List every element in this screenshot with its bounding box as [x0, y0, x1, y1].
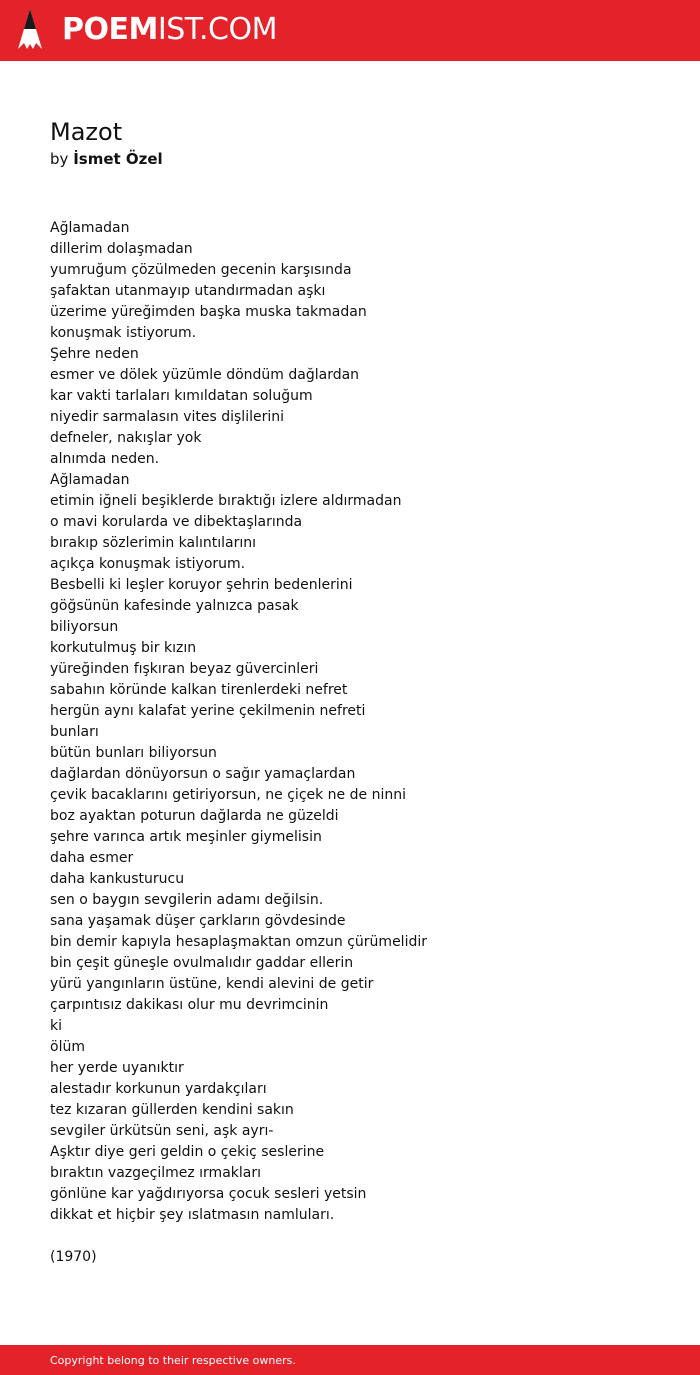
poem-line: bıraktın vazgeçilmez ırmakları — [50, 1165, 261, 1181]
poem-line: çarpıntısız dakikası olur mu devrimcinin — [50, 997, 329, 1013]
poem-line: korkutulmuş bir kızın — [50, 640, 197, 656]
site-header — [0, 0, 700, 61]
poem-line: Ağlamadan — [50, 472, 130, 488]
poem-line: tez kızaran güllerden kendini sakın — [50, 1102, 294, 1118]
poem-line: biliyorsun — [50, 619, 119, 635]
poem-line: ki — [50, 1018, 62, 1034]
poem-line: boz ayaktan poturun dağlarda ne güzeldi — [50, 808, 339, 824]
poem-line: şafaktan utanmayıp utandırmadan aşkı — [50, 283, 326, 299]
poem-line: üzerime yüreğimden başka muska takmadan — [50, 304, 367, 320]
poem-line: Şehre neden — [50, 346, 139, 362]
poem-line: sabahın köründe kalkan tirenlerdeki nefret — [50, 682, 348, 698]
logo-light-text: IST.COM — [157, 12, 277, 47]
byline — [50, 148, 163, 170]
poem-line: sana yaşamak düşer çarkların gövdesinde — [50, 913, 346, 929]
poem-line: bütün bunları biliyorsun — [50, 745, 217, 761]
poem-line: hergün aynı kalafat yerine çekilmenin nefreti — [50, 703, 366, 719]
poem-line: göğsünün kafesinde yalnızca pasak — [50, 598, 299, 614]
poem-line: dikkat et hiçbir şey ıslatmasın namluları. — [50, 1207, 335, 1223]
site-footer — [0, 1345, 700, 1375]
poem-line: o mavi korularda ve dibektaşlarında — [50, 514, 303, 530]
poem-line: gönlüne kar yağdırıyorsa çocuk sesleri yetsin — [50, 1186, 367, 1202]
logo-bold-text: POEM — [62, 12, 158, 47]
poem-line: daha esmer — [50, 850, 134, 866]
by-label: by — [50, 150, 69, 168]
poem-line: daha kankusturucu — [50, 871, 185, 887]
poem-line: etimin iğneli beşiklerde bıraktığı izlere aldırmadan — [50, 493, 402, 509]
poem-line: Aşktır diye geri geldin o çekiç seslerine — [50, 1144, 325, 1160]
poem-line: yüreğinden fışkıran beyaz güvercinleri — [50, 661, 319, 677]
poem-line: sevgiler ürkütsün seni, aşk ayrı- — [50, 1123, 274, 1139]
poem-line: açıkça konuşmak istiyorum. — [50, 556, 246, 572]
poem-line: çevik bacaklarını getiriyorsun, ne çiçek ne de ninni — [50, 787, 406, 803]
poem-year: (1970) — [50, 1249, 97, 1265]
poem-line: yumruğum çözülmeden gecenin karşısında — [50, 262, 352, 278]
poem-line: alestadır korkunun yardakçıları — [50, 1081, 267, 1097]
poem-line: her yerde uyanıktır — [50, 1060, 184, 1076]
poem-line: bin demir kapıyla hesaplaşmaktan omzun çürümelidir — [50, 934, 427, 950]
poem-line: sen o baygın sevgilerin adamı değilsin. — [50, 892, 324, 908]
poem-line: Besbelli ki leşler koruyor şehrin bedenlerini — [50, 577, 353, 593]
poem-line: niyedir sarmalasın vites dişlilerini — [50, 409, 285, 425]
poem-line: ölüm — [50, 1039, 85, 1055]
site-logo[interactable] — [62, 10, 277, 50]
poem-line: dillerim dolaşmadan — [50, 241, 193, 257]
copyright-text: Copyright belong to their respective owners. — [50, 1354, 296, 1367]
poem-line: esmer ve dölek yüzümle döndüm dağlardan — [50, 367, 360, 383]
poem-line: bin çeşit güneşle ovulmalıdır gaddar ellerin — [50, 955, 354, 971]
poem-line: yürü yangınların üstüne, kendi alevini de getir — [50, 976, 374, 992]
poem-title: Mazot — [50, 118, 123, 146]
poem-line: bunları — [50, 724, 99, 740]
poem-line: alnımda neden. — [50, 451, 160, 467]
poem-line: Ağlamadan — [50, 220, 130, 236]
author-name: İsmet Özel — [73, 150, 163, 168]
poem-line: şehre varınca artık meşinler giymelisin — [50, 829, 322, 845]
poem-line: konuşmak istiyorum. — [50, 325, 197, 341]
poem-line: dağlardan dönüyorsun o sağır yamaçlardan — [50, 766, 356, 782]
pen-nib-icon[interactable] — [18, 9, 42, 52]
poem-body — [50, 218, 650, 1226]
poem-line: bırakıp sözlerimin kalıntılarını — [50, 535, 257, 551]
poem-line: defneler, nakışlar yok — [50, 430, 202, 446]
poem-line: kar vakti tarlaları kımıldatan soluğum — [50, 388, 313, 404]
